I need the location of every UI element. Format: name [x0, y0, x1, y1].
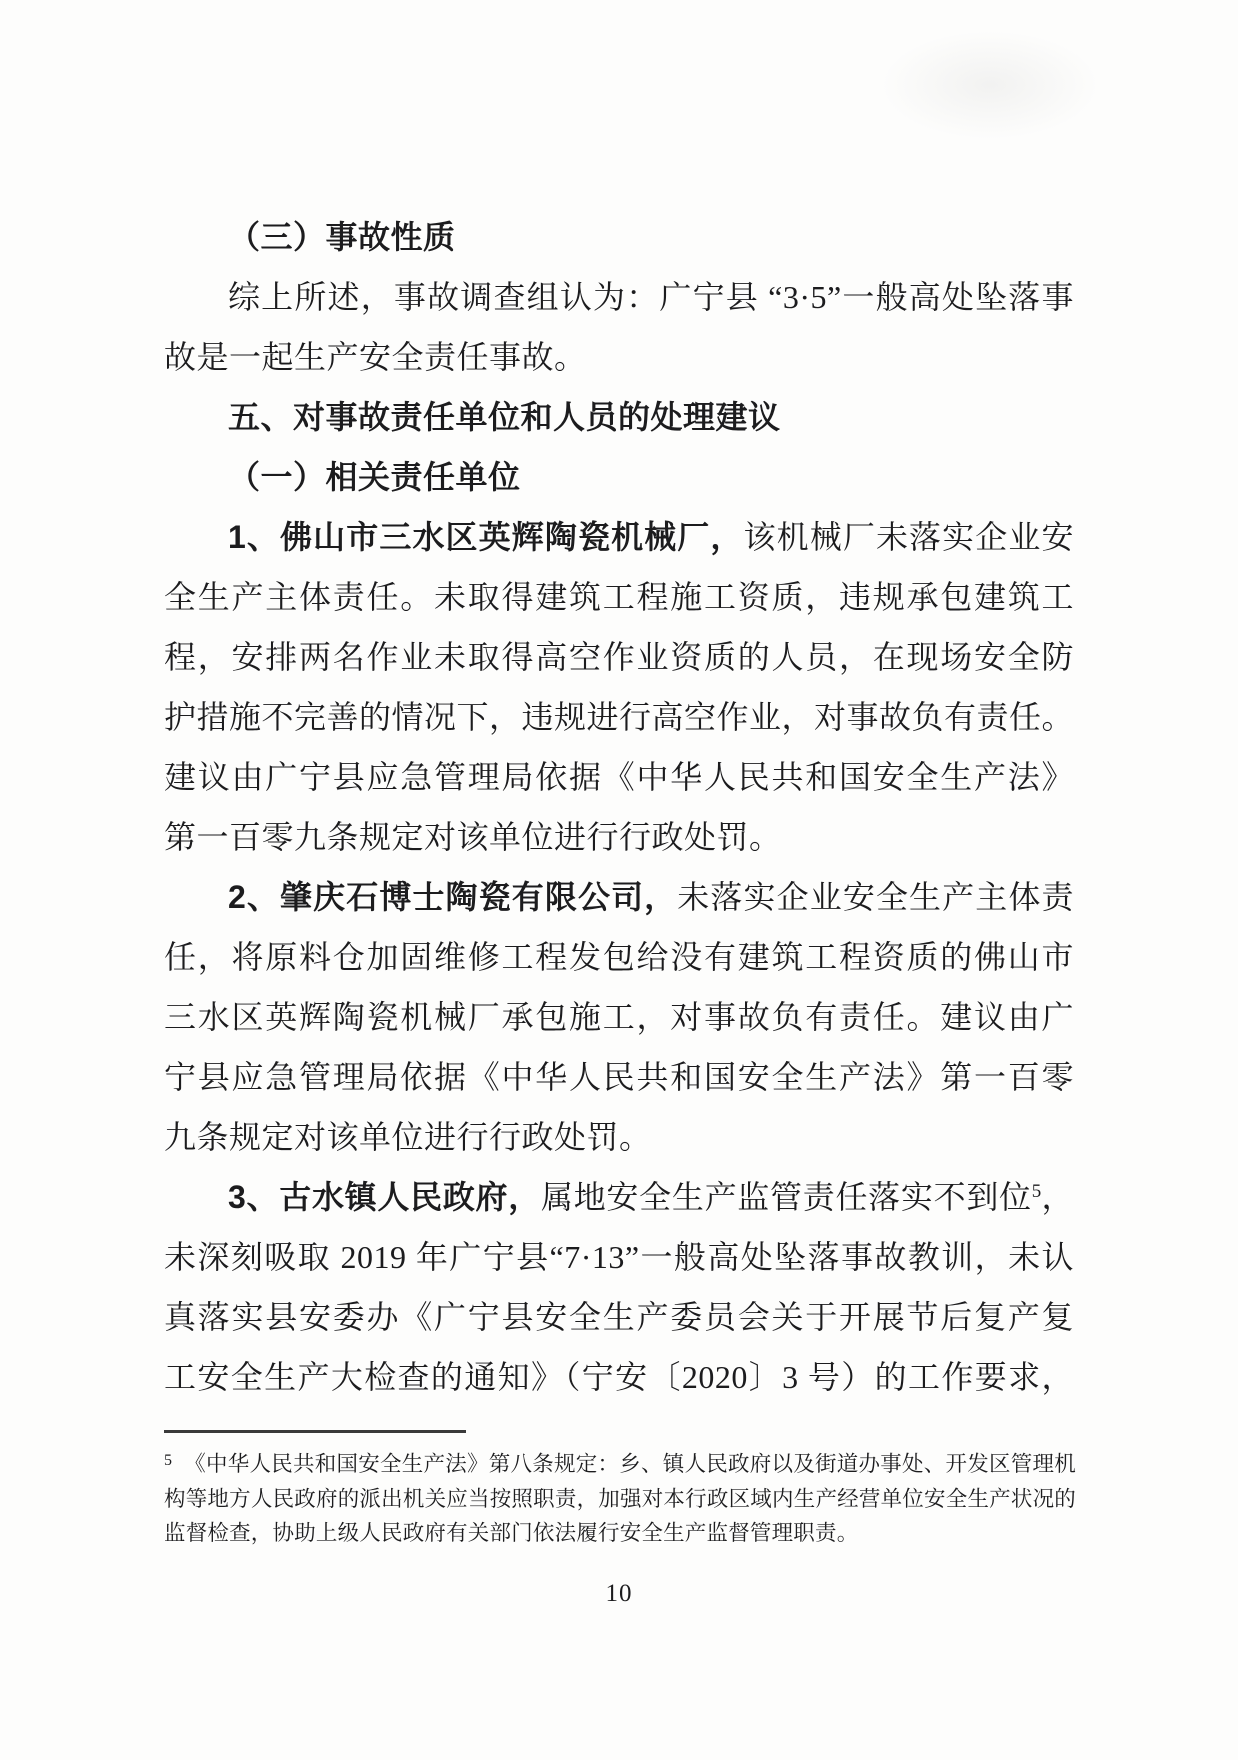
unit3-line-2: 未深刻吸取 2019 年广宁县“7·13”一般高处坠落事故教训，未认: [164, 1239, 1074, 1275]
footnote-reference-5: 5: [1031, 1181, 1042, 1202]
unit1-line-3: 程，安排两名作业未取得高空作业资质的人员，在现场安全防: [164, 639, 1074, 675]
unit3-text: 属地安全生产监管责任落实不到位: [540, 1179, 1032, 1215]
unit3-line-1: [164, 1167, 1074, 1227]
unit1-name-bold: 1、佛山市三水区英辉陶瓷机械厂，: [228, 519, 744, 555]
footnote-line-3: 监督检查，协助上级人民政府有关部门依法履行安全生产监督管理职责。: [164, 1521, 859, 1546]
unit3-line-4: 工安全生产大检查的通知》（宁安〔2020〕3 号）的工作要求，: [164, 1359, 1074, 1395]
unit2-name-bold: 2、肇庆石博士陶瓷有限公司，: [228, 879, 678, 915]
footnote-text-1: 《中华人民共和国安全生产法》第八条规定：乡、镇人民政府以及街道办事处、开发区管理机: [184, 1452, 1076, 1476]
unit3-line-3: 真落实县安委办《广宁县安全生产委员会关于开展节后复产复: [164, 1299, 1074, 1335]
unit1-line-4: 护措施不完善的情况下，违规进行高空作业，对事故负有责任。: [164, 699, 1075, 735]
unit2-line-5: 九条规定对该单位进行行政处罚。: [164, 1119, 652, 1155]
footnote-line-2: 构等地方人民政府的派出机关应当按照职责，加强对本行政区域内生产经营单位安全生产状况的: [164, 1486, 1076, 1511]
unit2-line-3: 三水区英辉陶瓷机械厂承包施工，对事故负有责任。建议由广: [164, 999, 1074, 1035]
unit3-text-comma: ，: [1041, 1179, 1074, 1215]
unit1-text: 该机械厂未落实企业安: [743, 519, 1074, 555]
conclusion-line-1: 综上所述，事故调查组认为：广宁县 “3·5”一般高处坠落事: [228, 279, 1074, 315]
unit1-line-2: 全生产主体责任。未取得建筑工程施工资质，违规承包建筑工: [164, 579, 1074, 615]
footnote-line-1: [164, 1444, 1076, 1482]
unit2-line-4: 宁县应急管理局依据《中华人民共和国安全生产法》第一百零: [164, 1059, 1074, 1095]
unit3-name-bold: 3、古水镇人民政府，: [228, 1179, 541, 1215]
scan-smudge-artifact: [880, 30, 1100, 140]
unit2-line-1: [164, 867, 1074, 927]
unit1-line-1: [164, 507, 1074, 567]
page-number: 10: [605, 1580, 633, 1607]
unit1-line-6: 第一百零九条规定对该单位进行行政处罚。: [164, 819, 782, 855]
heading-accident-nature: （三）事故性质: [228, 219, 456, 255]
heading-section-five: 五、对事故责任单位和人员的处理建议: [228, 399, 781, 435]
footnote-separator-line: [164, 1430, 466, 1433]
unit2-text: 未落实企业安全生产主体责: [677, 879, 1074, 915]
footnote-marker-5: 5: [164, 1452, 173, 1469]
unit2-line-2: 任，将原料仓加固维修工程发包给没有建筑工程资质的佛山市: [164, 939, 1074, 975]
footnote-block: [164, 1444, 1076, 1551]
report-body: [164, 207, 1074, 1407]
conclusion-line-2: 故是一起生产安全责任事故。: [164, 339, 587, 375]
heading-responsible-units: （一）相关责任单位: [228, 459, 521, 495]
unit1-line-5: 建议由广宁县应急管理局依据《中华人民共和国安全生产法》: [164, 759, 1074, 795]
